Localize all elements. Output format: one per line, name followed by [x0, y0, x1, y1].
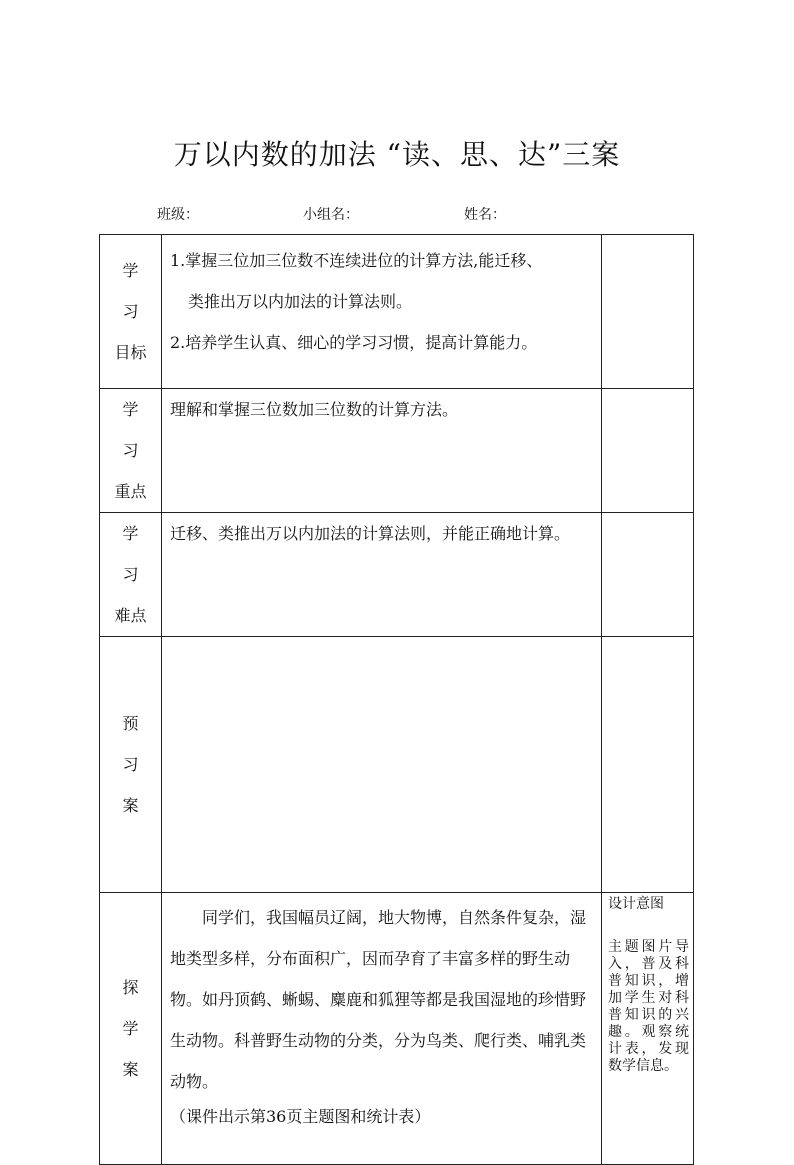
design-intent-heading: 设计意图 [608, 896, 664, 912]
plan-table [99, 234, 694, 1165]
preview-content [162, 637, 602, 893]
key-row [100, 389, 694, 513]
explore-paragraph: 同学们，我国幅员辽阔，地大物博，自然条件复杂，湿地类型多样，分布面积广，因而孕育了丰富多样的野生动物。如丹顶鹤、蜥蜴、麋鹿和狐狸等都是我国湿地的珍惜野生动物。科普野生动物的分类，分为鸟类、爬行类、哺乳类动物。 [170, 908, 587, 1091]
explore-content [162, 893, 602, 1165]
goals-row [100, 235, 694, 389]
goals-remark [602, 235, 694, 389]
design-intent-cell [602, 893, 694, 1165]
goals-label-2: 目标 [114, 343, 147, 362]
group-label: 小组名： [303, 207, 359, 223]
key-content [162, 389, 602, 513]
preview-remark [602, 637, 694, 893]
difficulty-text: 迁移、类推出万以内加法的计算法则，并能正确地计算。 [170, 524, 571, 543]
goals-label: 学习 [122, 261, 153, 321]
key-remark [602, 389, 694, 513]
difficulty-label: 学习 [122, 524, 153, 584]
preview-label-cell [100, 637, 162, 893]
key-label-cell [100, 389, 162, 513]
design-intent-text: 主题图片导入，普及科普知识，增加学生对科普知识的兴趣。观察统计表，发现数学信息。 [608, 939, 689, 1074]
preview-row [100, 637, 694, 893]
key-text: 理解和掌握三位数加三位数的计算方法。 [170, 400, 459, 419]
preview-label-2: 案 [122, 796, 139, 815]
page-title: 万以内数的加法 “读、思、达”三案 [173, 138, 621, 171]
goals-content [162, 235, 602, 389]
name-label: 姓名： [464, 207, 506, 223]
explore-label-cell [100, 893, 162, 1165]
key-label: 学习 [122, 400, 153, 460]
goal-line-2: 类推出万以内加法的计算法则。 [188, 292, 413, 311]
explore-note: （课件出示第36页主题图和统计表） [170, 1107, 431, 1126]
key-label-2: 重点 [114, 482, 147, 501]
explore-row [100, 893, 694, 1165]
difficulty-remark [602, 513, 694, 637]
explore-label-2: 案 [122, 1060, 139, 1079]
difficulty-label-cell [100, 513, 162, 637]
preview-label: 预习 [122, 714, 153, 774]
goal-line-1: 1.掌握三位加三位数不连续进位的计算方法,能迁移、 [170, 251, 543, 270]
goal-line-3: 2.培养学生认真、细心的学习习惯，提高计算能力。 [170, 333, 538, 352]
difficulty-label-2: 难点 [114, 606, 147, 625]
difficulty-content [162, 513, 602, 637]
class-label: 班级： [157, 207, 199, 223]
difficulty-row [100, 513, 694, 637]
goals-label-cell [100, 235, 162, 389]
explore-label: 探学 [122, 978, 153, 1038]
